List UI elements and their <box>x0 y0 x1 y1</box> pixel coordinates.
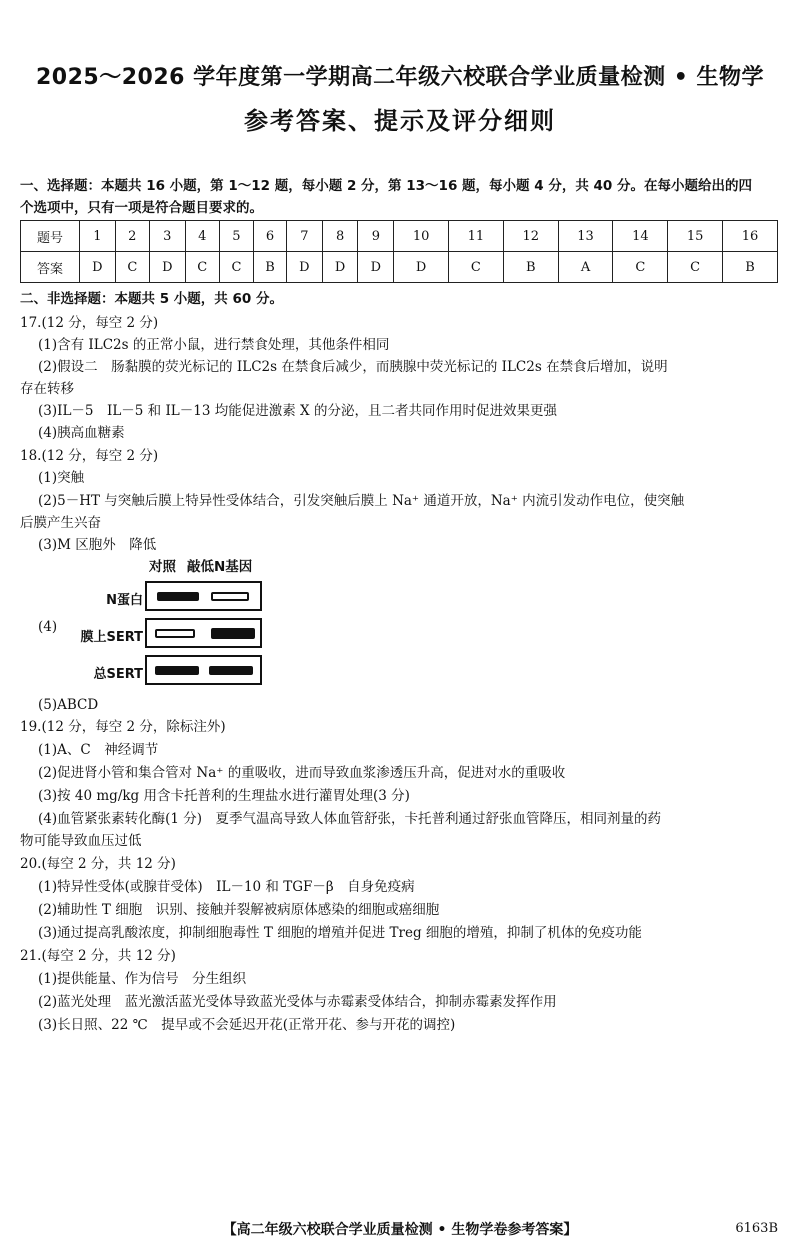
q17-answer-3: (3)IL－5 IL－5 和 IL－13 均能促进激素 X 的分泌，且二者共同作用时促进效果更强 <box>38 403 557 419</box>
answer-cell: D <box>394 252 449 283</box>
answer-cell: D <box>322 252 358 283</box>
answer-cell: A <box>558 252 613 283</box>
q18-answer-2-line2: 后膜产生兴奋 <box>20 515 101 531</box>
question-number-cell: 4 <box>185 221 219 252</box>
band-total-sert-control <box>155 666 199 675</box>
blot-lane-box-total-sert <box>145 655 262 685</box>
band-total-sert-knockdown <box>209 666 253 675</box>
section1-heading-line1: 一、选择题：本题共 16 小题，第 1～12 题，每小题 2 分，第 13～16 题，每小题 4 分，共 40 分。在每小题给出的四 <box>20 178 753 194</box>
q20-answer-1: (1)特异性受体(或腺苷受体) IL－10 和 TGF－β 自身免疫病 <box>38 879 415 895</box>
q18-answer-3: (3)M 区胞外 降低 <box>38 537 157 553</box>
section1-heading-line2: 个选项中，只有一项是符合题目要求的。 <box>20 200 263 216</box>
answer-table <box>20 220 778 283</box>
question-number-cell: 9 <box>358 221 394 252</box>
question-number-row <box>21 221 778 252</box>
document-subtitle: 参考答案、提示及评分细则 <box>244 107 556 135</box>
q18-answer-4-label: (4) <box>38 619 58 635</box>
row-label-answer: 答案 <box>21 252 80 283</box>
band-membrane-sert-control <box>155 629 195 638</box>
answer-cell: C <box>115 252 149 283</box>
section2-heading: 二、非选择题：本题共 5 小题，共 60 分。 <box>20 291 283 307</box>
document-code: 6163B <box>735 1221 778 1236</box>
q18-heading: 18.(12 分，每空 2 分) <box>20 448 159 464</box>
q17-answer-2-line2: 存在转移 <box>20 381 74 397</box>
question-number-cell: 6 <box>254 221 287 252</box>
blot-row-label-n-protein: N蛋白 <box>106 593 143 608</box>
q19-answer-2: (2)促进肾小管和集合管对 Na⁺ 的重吸收，进而导致血浆渗透压升高，促进对水的重吸收 <box>38 765 566 781</box>
answer-cell: C <box>449 252 504 283</box>
blot-row-label-membrane-sert: 膜上SERT <box>80 630 143 645</box>
blot-lane-box-membrane-sert <box>145 618 262 648</box>
q21-answer-1: (1)提供能量、作为信号 分生组织 <box>38 971 247 987</box>
blot-lane-box-n-protein <box>145 581 262 611</box>
question-number-cell: 16 <box>723 221 778 252</box>
band-membrane-sert-knockdown <box>211 628 255 639</box>
question-number-cell: 15 <box>668 221 723 252</box>
q17-answer-2-line1: (2)假设二 肠黏膜的荧光标记的 ILC2s 在禁食后减少，而胰腺中荧光标记的 ILC2s 在禁食后增加，说明 <box>38 359 668 375</box>
section1-heading <box>20 175 782 219</box>
answer-cell: C <box>185 252 219 283</box>
question-number-cell: 3 <box>149 221 185 252</box>
q21-answer-3: (3)长日照、22 ℃ 提早或不会延迟开花(正常开花、参与开花的调控) <box>38 1017 456 1033</box>
q17-answer-1: (1)含有 ILC2s 的正常小鼠，进行禁食处理，其他条件相同 <box>38 337 390 353</box>
answer-cell: C <box>219 252 253 283</box>
question-number-cell: 1 <box>80 221 116 252</box>
q20-answer-3: (3)通过提高乳酸浓度，抑制细胞毒性 T 细胞的增殖并促进 Treg 细胞的增殖，抑制了机体的免疫功能 <box>38 925 642 941</box>
blot-header-control: 对照 <box>149 559 176 575</box>
answer-cell: C <box>613 252 668 283</box>
blot-row-label-total-sert: 总SERT <box>93 667 143 682</box>
question-number-cell: 7 <box>287 221 323 252</box>
question-number-cell: 14 <box>613 221 668 252</box>
q21-answer-2: (2)蓝光处理 蓝光激活蓝光受体导致蓝光受体与赤霉素受体结合，抑制赤霉素发挥作用 <box>38 994 557 1010</box>
answer-cell: C <box>668 252 723 283</box>
question-number-cell: 5 <box>219 221 253 252</box>
page-footer: 【高二年级六校联合学业质量检测 • 生物学卷参考答案】 <box>222 1222 578 1238</box>
answer-cell: D <box>287 252 323 283</box>
answer-cell: B <box>254 252 287 283</box>
q18-answer-1: (1)突触 <box>38 470 85 486</box>
answer-cell: D <box>80 252 116 283</box>
q18-answer-2-line1: (2)5－HT 与突触后膜上特异性受体结合，引发突触后膜上 Na⁺ 通道开放，Na⁺ 内流引发动作电位，使突触 <box>38 493 685 509</box>
q19-heading: 19.(12 分，每空 2 分，除标注外) <box>20 719 226 735</box>
band-n-protein-knockdown <box>211 592 249 601</box>
band-n-protein-control <box>157 592 199 601</box>
q19-answer-4-line2: 物可能导致血压过低 <box>20 833 142 849</box>
q17-heading: 17.(12 分，每空 2 分) <box>20 315 159 331</box>
document-title: 2025～2026 学年度第一学期高二年级六校联合学业质量检测 • 生物学 <box>35 65 764 90</box>
q20-answer-2: (2)辅助性 T 细胞 识别、接触并裂解被病原体感染的细胞或癌细胞 <box>38 902 440 918</box>
q19-answer-3: (3)按 40 mg/kg 用含卡托普利的生理盐水进行灌胃处理(3 分) <box>38 788 410 804</box>
question-number-cell: 13 <box>558 221 613 252</box>
q20-heading: 20.(每空 2 分，共 12 分) <box>20 856 176 872</box>
q18-answer-5: (5)ABCD <box>38 697 99 713</box>
q19-answer-1: (1)A、C 神经调节 <box>38 742 159 758</box>
answer-row <box>21 252 778 283</box>
answer-cell: B <box>723 252 778 283</box>
western-blot-figure <box>65 555 275 690</box>
question-number-cell: 10 <box>394 221 449 252</box>
answer-cell: D <box>358 252 394 283</box>
answer-cell: B <box>503 252 558 283</box>
blot-header-knockdown: 敲低N基因 <box>187 559 253 575</box>
question-number-cell: 8 <box>322 221 358 252</box>
answer-cell: D <box>149 252 185 283</box>
q19-answer-4-line1: (4)血管紧张素转化酶(1 分) 夏季气温高导致人体血管舒张，卡托普利通过舒张血管降压，相同剂量的药 <box>38 811 662 827</box>
q21-heading: 21.(每空 2 分，共 12 分) <box>20 948 176 964</box>
question-number-cell: 2 <box>115 221 149 252</box>
question-number-cell: 12 <box>503 221 558 252</box>
q17-answer-4: (4)胰高血糖素 <box>38 425 125 441</box>
question-number-cell: 11 <box>449 221 504 252</box>
row-label-question: 题号 <box>21 221 80 252</box>
